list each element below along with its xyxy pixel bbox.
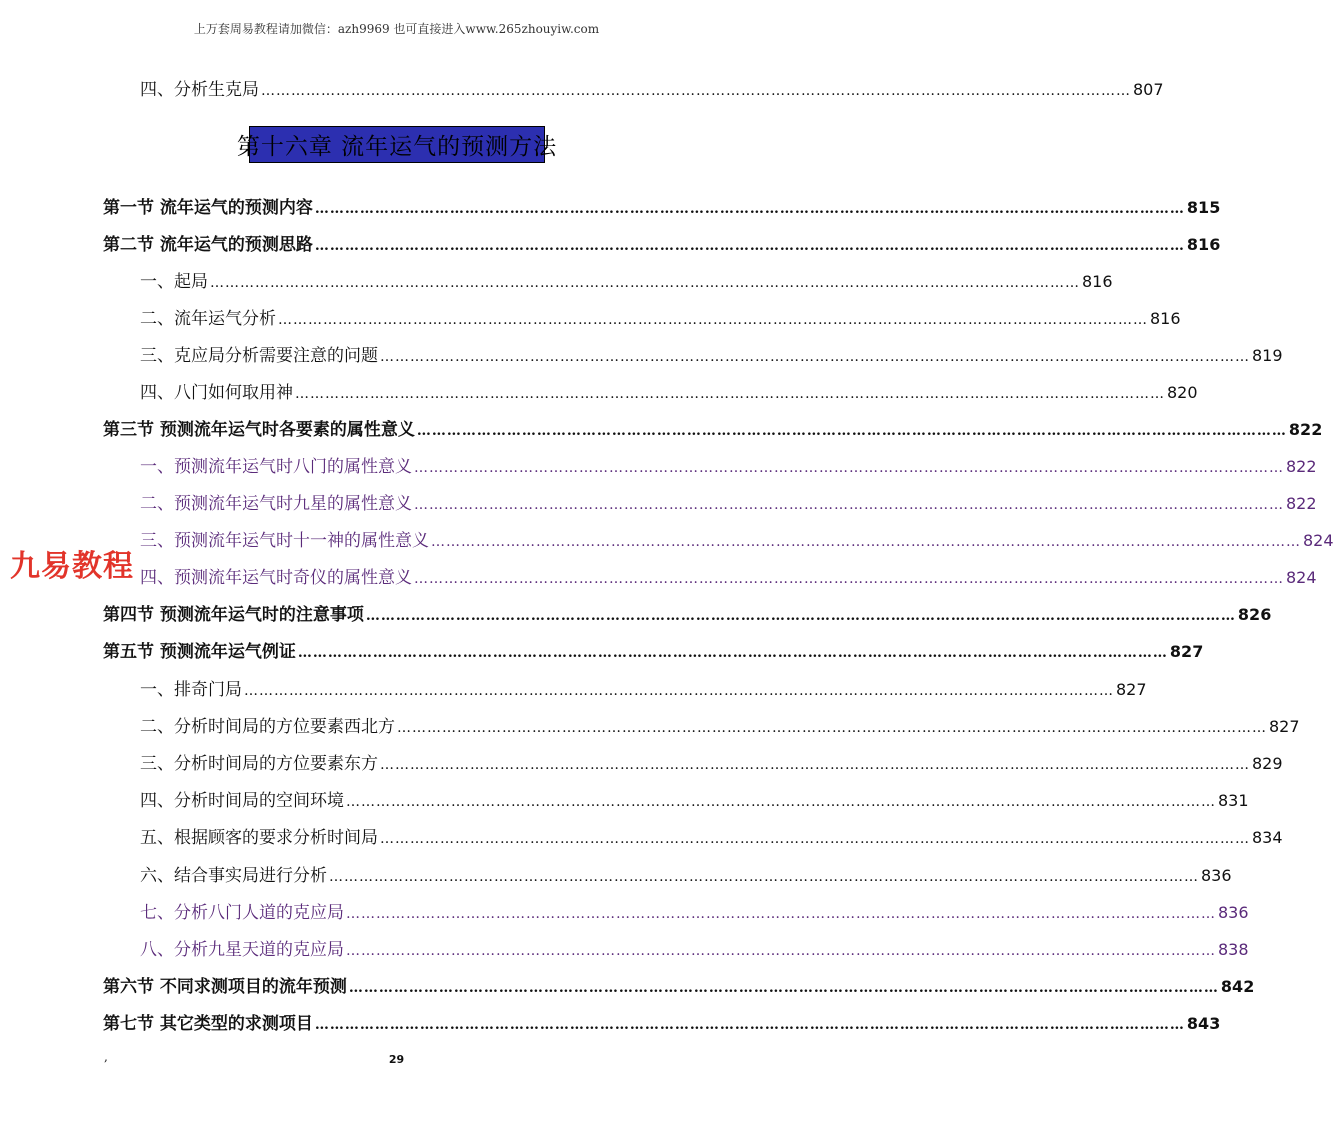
toc-entry-page: 838 <box>1218 940 1249 959</box>
toc-leader-dots: ………………………………………………………………………………………………………………………………………………………… <box>346 906 1216 922</box>
toc-leader-dots: ………………………………………………………………………………………………………………………………………………………… <box>346 794 1216 810</box>
toc-entry-page: 822 <box>1286 494 1317 513</box>
toc-entry[interactable] <box>140 77 1164 103</box>
toc-entry-label: 二、流年运气分析 <box>140 309 276 329</box>
toc-entry[interactable] <box>140 306 1181 332</box>
toc-entry[interactable] <box>140 454 1317 480</box>
toc-entry-page: 816 <box>1186 235 1221 254</box>
toc-entry[interactable] <box>140 528 1334 554</box>
toc-entry-page: 816 <box>1082 272 1113 291</box>
toc-leader-dots: ………………………………………………………………………………………………………………………………………………………… <box>380 757 1250 773</box>
toc-section[interactable] <box>103 232 1221 258</box>
toc-entry-page: 842 <box>1220 977 1255 996</box>
toc-leader-dots: ………………………………………………………………………………………………………………………………………………………… <box>295 386 1165 402</box>
toc-entry-label: 第四节 预测流年运气时的注意事项 <box>103 605 364 625</box>
page-header: 上万套周易教程请加微信：azh9969 也可直接进入www.265zhouyiw.com <box>193 22 600 36</box>
toc-leader-dots: ………………………………………………………………………………………………………………………………………………………… <box>365 608 1236 624</box>
toc-entry[interactable] <box>140 863 1232 889</box>
toc-entry-label: 四、八门如何取用神 <box>140 383 293 403</box>
toc-entry-page: 816 <box>1150 309 1181 328</box>
toc-entry-page: 827 <box>1269 717 1300 736</box>
toc-entry[interactable] <box>140 937 1249 963</box>
toc-entry[interactable] <box>140 825 1283 851</box>
toc-entry-page: 822 <box>1286 457 1317 476</box>
toc-leader-dots: ………………………………………………………………………………………………………………………………………………………… <box>380 831 1250 847</box>
toc-leader-dots: ………………………………………………………………………………………………………………………………………………………… <box>416 423 1287 439</box>
toc-entry-page: 827 <box>1169 642 1204 661</box>
toc-leader-dots: ………………………………………………………………………………………………………………………………………………………… <box>397 720 1267 736</box>
toc-leader-dots: ………………………………………………………………………………………………………………………………………………………… <box>414 497 1284 513</box>
toc-section[interactable] <box>103 195 1221 221</box>
page-number: 29 <box>388 1053 405 1066</box>
toc-entry[interactable] <box>140 788 1249 814</box>
toc-entry-page: 824 <box>1303 531 1334 550</box>
toc-entry-label: 五、根据顾客的要求分析时间局 <box>140 828 378 848</box>
toc-entry-label: 第三节 预测流年运气时各要素的属性意义 <box>103 420 415 440</box>
toc-entry-label: 第七节 其它类型的求测项目 <box>103 1014 313 1034</box>
toc-entry-label: 一、预测流年运气时八门的属性意义 <box>140 457 412 477</box>
toc-leader-dots: ………………………………………………………………………………………………………………………………………………………… <box>210 275 1080 291</box>
toc-leader-dots: ………………………………………………………………………………………………………………………………………………………… <box>314 238 1185 254</box>
toc-entry-label: 八、分析九星天道的克应局 <box>140 940 344 960</box>
toc-leader-dots: ………………………………………………………………………………………………………………………………………………………… <box>414 460 1284 476</box>
toc-entry-label: 六、结合事实局进行分析 <box>140 866 327 886</box>
toc-entry-page: 824 <box>1286 568 1317 587</box>
toc-entry-label: 第二节 流年运气的预测思路 <box>103 235 313 255</box>
toc-entry-page: 834 <box>1252 828 1283 847</box>
toc-leader-dots: ………………………………………………………………………………………………………………………………………………………… <box>278 312 1148 328</box>
toc-section[interactable] <box>103 974 1255 1000</box>
toc-entry-label: 三、预测流年运气时十一神的属性意义 <box>140 531 429 551</box>
toc-entry[interactable] <box>140 343 1283 369</box>
toc-entry-label: 一、起局 <box>140 272 208 292</box>
toc-entry-label: 三、分析时间局的方位要素东方 <box>140 754 378 774</box>
toc-entry-label: 二、分析时间局的方位要素西北方 <box>140 717 395 737</box>
toc-leader-dots: ………………………………………………………………………………………………………………………………………………………… <box>261 83 1131 99</box>
toc-leader-dots: ………………………………………………………………………………………………………………………………………………………… <box>329 869 1199 885</box>
toc-entry[interactable] <box>140 565 1317 591</box>
toc-entry-label: 第六节 不同求测项目的流年预测 <box>103 977 347 997</box>
toc-leader-dots: ………………………………………………………………………………………………………………………………………………………… <box>380 349 1250 365</box>
toc-section[interactable] <box>103 639 1204 665</box>
toc-leader-dots: ………………………………………………………………………………………………………………………………………………………… <box>348 980 1219 996</box>
toc-entry-page: 815 <box>1186 198 1221 217</box>
chapter-title: 第十六章 流年运气的预测方法 <box>236 134 558 160</box>
toc-leader-dots: ………………………………………………………………………………………………………………………………………………………… <box>414 571 1284 587</box>
toc-entry-label: 第五节 预测流年运气例证 <box>103 642 296 662</box>
toc-entry[interactable] <box>140 380 1198 406</box>
toc-entry[interactable] <box>140 751 1283 777</box>
toc-entry-label: 二、预测流年运气时九星的属性意义 <box>140 494 412 514</box>
toc-section[interactable] <box>103 1011 1221 1037</box>
toc-section[interactable] <box>103 417 1323 443</box>
toc-entry-page: 843 <box>1186 1014 1221 1033</box>
toc-leader-dots: ………………………………………………………………………………………………………………………………………………………… <box>314 201 1185 217</box>
toc-leader-dots: ………………………………………………………………………………………………………………………………………………………… <box>431 534 1301 550</box>
toc-entry-page: 822 <box>1288 420 1323 439</box>
toc-leader-dots: ………………………………………………………………………………………………………………………………………………………… <box>314 1017 1185 1033</box>
toc-entry-label: 第一节 流年运气的预测内容 <box>103 198 313 218</box>
toc-entry-page: 831 <box>1218 791 1249 810</box>
toc-entry-label: 三、克应局分析需要注意的问题 <box>140 346 378 366</box>
toc-entry-page: 836 <box>1218 903 1249 922</box>
toc-entry[interactable] <box>140 677 1147 703</box>
toc-entry[interactable] <box>140 269 1113 295</box>
toc-entry[interactable] <box>140 714 1300 740</box>
toc-leader-dots: ………………………………………………………………………………………………………………………………………………………… <box>297 645 1168 661</box>
toc-entry-label: 四、分析生克局 <box>140 80 259 100</box>
toc-entry-page: 820 <box>1167 383 1198 402</box>
watermark: 九易教程 <box>10 549 134 584</box>
toc-entry[interactable] <box>140 900 1249 926</box>
toc-entry-page: 827 <box>1116 680 1147 699</box>
toc-entry-page: 836 <box>1201 866 1232 885</box>
toc-leader-dots: ………………………………………………………………………………………………………………………………………………………… <box>244 683 1114 699</box>
footer-mark: , <box>104 1050 108 1064</box>
toc-section[interactable] <box>103 602 1272 628</box>
toc-entry-label: 一、排奇门局 <box>140 680 242 700</box>
toc-entry-page: 819 <box>1252 346 1283 365</box>
chapter-heading-box <box>236 126 558 163</box>
toc-entry-label: 七、分析八门人道的克应局 <box>140 903 344 923</box>
toc-entry-page: 807 <box>1133 80 1164 99</box>
toc-entry-label: 四、预测流年运气时奇仪的属性意义 <box>140 568 412 588</box>
toc-leader-dots: ………………………………………………………………………………………………………………………………………………………… <box>346 943 1216 959</box>
toc-entry[interactable] <box>140 491 1317 517</box>
toc-entry-page: 826 <box>1237 605 1272 624</box>
toc-entry-page: 829 <box>1252 754 1283 773</box>
toc-entry-label: 四、分析时间局的空间环境 <box>140 791 344 811</box>
